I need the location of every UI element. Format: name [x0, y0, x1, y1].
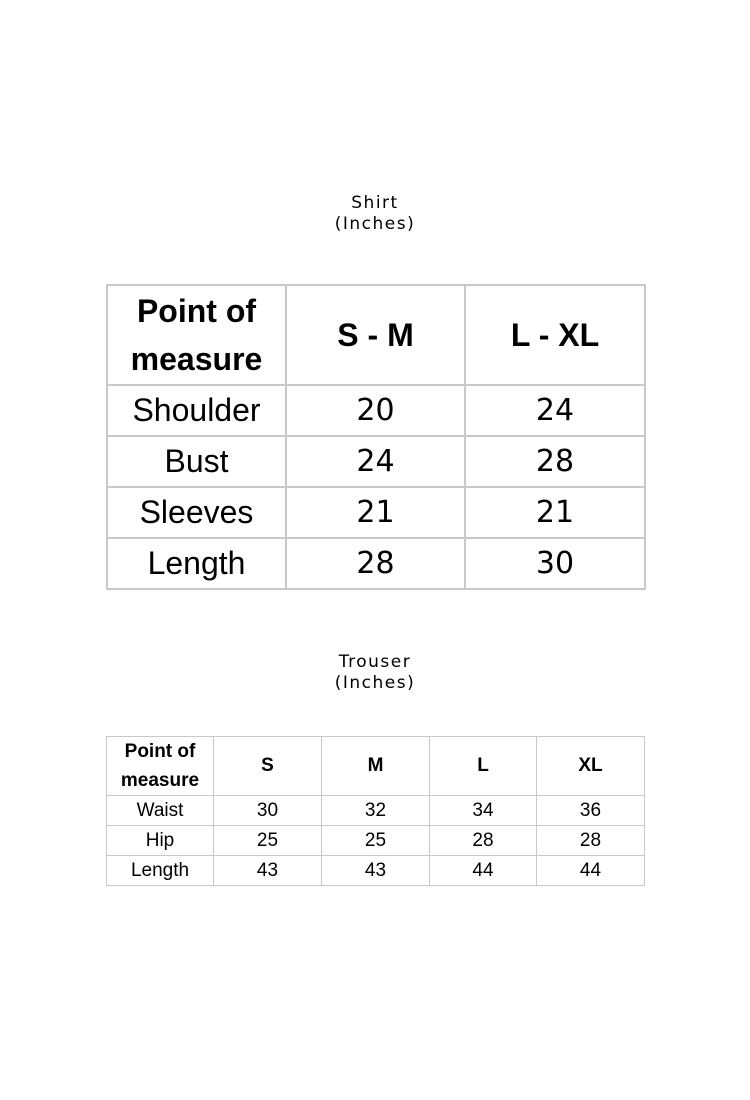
cell-value: 43 [214, 856, 322, 886]
cell-value: 34 [430, 796, 537, 826]
cell-value: 21 [465, 487, 645, 538]
header-size: S - M [286, 285, 465, 385]
table-header-row [107, 737, 645, 796]
header-point-of-measure [107, 737, 214, 796]
cell-value: 30 [214, 796, 322, 826]
header-line: Point of [136, 293, 257, 329]
table-row [107, 487, 645, 538]
row-label: Hip [107, 826, 214, 856]
table-row [107, 538, 645, 589]
cell-value: 20 [286, 385, 465, 436]
row-label: Waist [107, 796, 214, 826]
table-header-row [107, 285, 645, 385]
table-row [107, 436, 645, 487]
trouser-size-table [106, 736, 645, 886]
shirt-title: Shirt [351, 193, 399, 213]
header-size: S [214, 737, 322, 796]
header-line: Point of [124, 741, 196, 762]
cell-value: 25 [214, 826, 322, 856]
trouser-unit: (Inches) [334, 673, 416, 693]
row-label: Shoulder [107, 385, 286, 436]
row-label: Length [107, 538, 286, 589]
shirt-title-block [0, 193, 750, 235]
cell-value: 24 [286, 436, 465, 487]
cell-value: 32 [322, 796, 430, 826]
header-size: L [430, 737, 537, 796]
table-row [107, 796, 645, 826]
row-label: Bust [107, 436, 286, 487]
shirt-size-table [106, 284, 646, 590]
cell-value: 30 [465, 538, 645, 589]
header-point-of-measure [107, 285, 286, 385]
trouser-title-block [0, 652, 750, 694]
table-row [107, 385, 645, 436]
table-row [107, 826, 645, 856]
row-label: Length [107, 856, 214, 886]
cell-value: 44 [537, 856, 645, 886]
shirt-unit: (Inches) [334, 214, 416, 234]
header-size: M [322, 737, 430, 796]
row-label: Sleeves [107, 487, 286, 538]
cell-value: 28 [286, 538, 465, 589]
trouser-title: Trouser [338, 652, 412, 672]
cell-value: 36 [537, 796, 645, 826]
header-size: L - XL [465, 285, 645, 385]
cell-value: 44 [430, 856, 537, 886]
table-row [107, 856, 645, 886]
cell-value: 21 [286, 487, 465, 538]
header-line: measure [130, 341, 263, 377]
header-size: XL [537, 737, 645, 796]
header-line: measure [120, 770, 200, 791]
cell-value: 28 [430, 826, 537, 856]
cell-value: 24 [465, 385, 645, 436]
cell-value: 28 [537, 826, 645, 856]
cell-value: 25 [322, 826, 430, 856]
cell-value: 43 [322, 856, 430, 886]
cell-value: 28 [465, 436, 645, 487]
